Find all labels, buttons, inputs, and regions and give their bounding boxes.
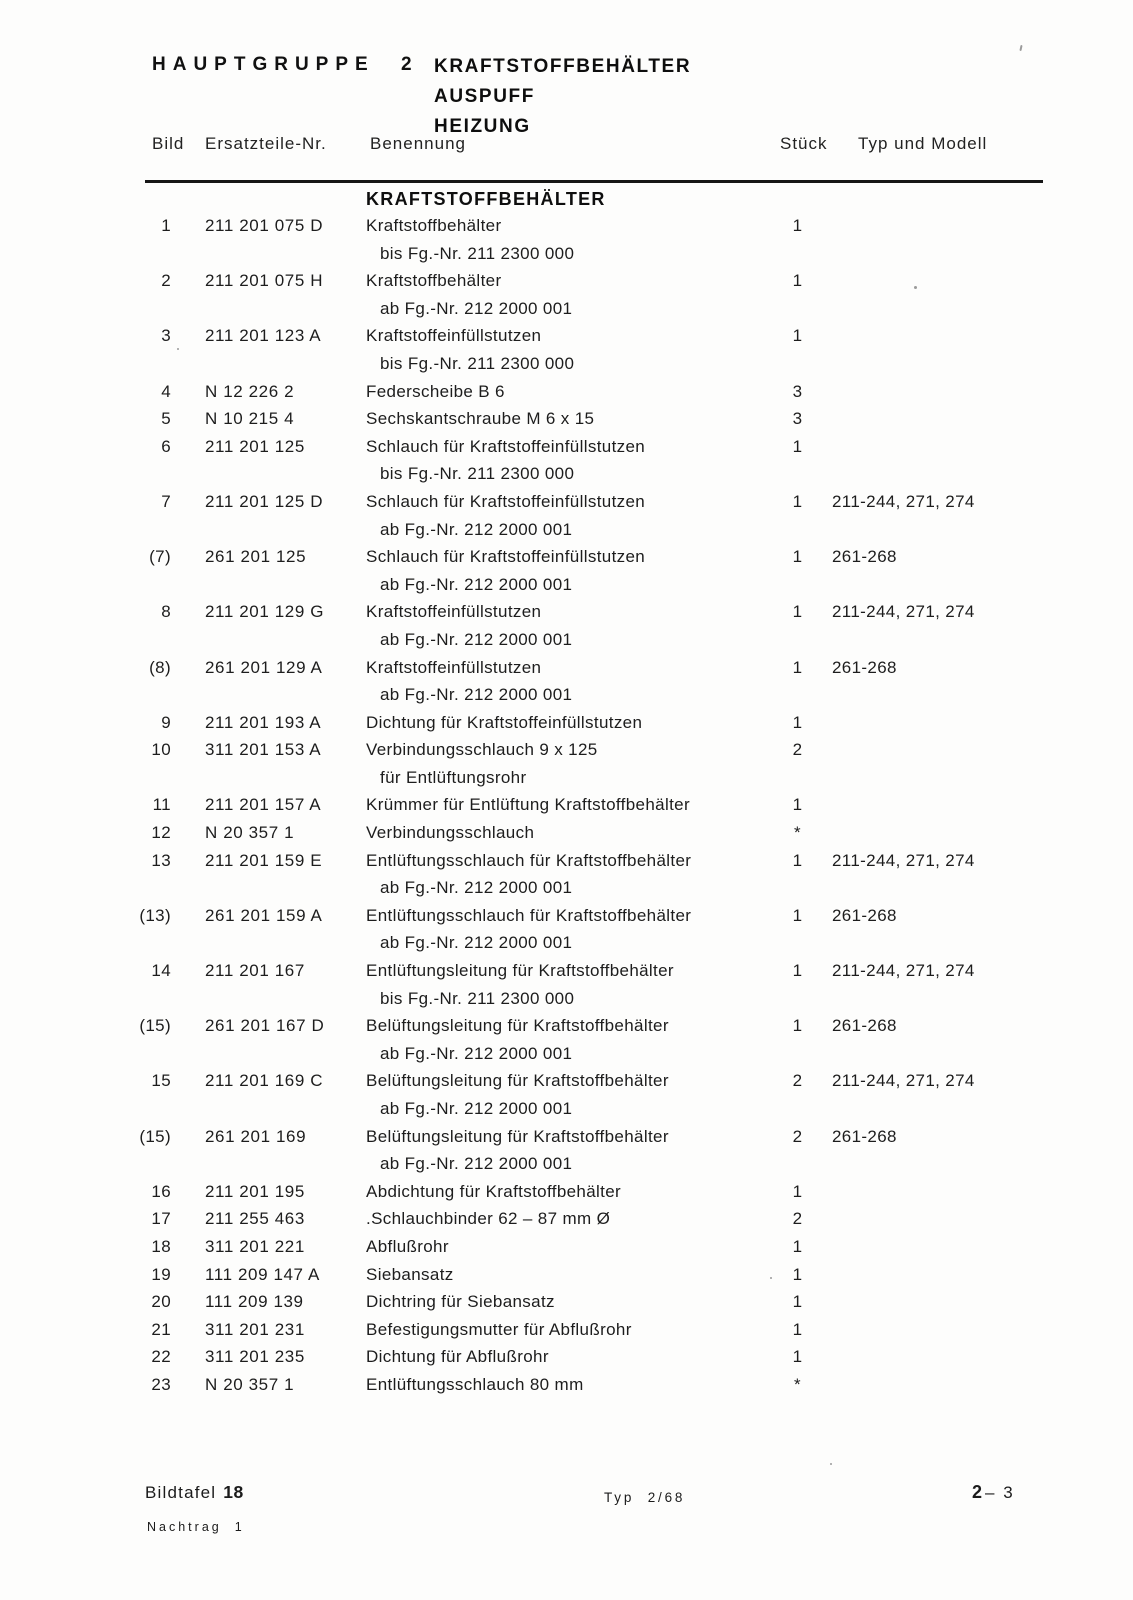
row-quantity: 1	[792, 850, 803, 870]
table-row	[0, 1288, 1133, 1316]
table-row	[0, 267, 1133, 322]
row-part-number: 211 201 075 D	[205, 216, 324, 235]
table-row	[0, 488, 1133, 543]
row-type-model	[825, 1316, 1133, 1344]
row-bild-number: 13	[151, 850, 171, 870]
row-description-main: Entlüftungsschlauch für Kraftstoffbehälter	[366, 905, 692, 925]
row-quantity: 2	[792, 1126, 803, 1146]
row-bild-number: 20	[151, 1292, 171, 1312]
row-type-model: 211-244, 271, 274	[832, 491, 975, 511]
row-description	[366, 1012, 770, 1067]
table-row	[0, 212, 1133, 267]
row-type-model	[825, 212, 1133, 267]
row-description-main: Abdichtung für Kraftstoffbehälter	[366, 1181, 622, 1201]
row-bild-number: 15	[151, 1071, 171, 1091]
row-description-main: Belüftungsleitung für Kraftstoffbehälter	[366, 1071, 669, 1091]
row-description-sub: bis Fg.-Nr. 211 2300 000	[380, 464, 575, 484]
row-description-main: Befestigungsmutter für Abflußrohr	[366, 1319, 632, 1339]
page-number-chapter: 2	[972, 1482, 984, 1502]
table-row	[0, 709, 1133, 737]
table-row	[0, 736, 1133, 791]
row-quantity: 1	[792, 547, 803, 567]
row-description-main: Verbindungsschlauch 9 x 125	[366, 740, 598, 760]
row-quantity: 1	[792, 326, 803, 346]
row-bild-number: 22	[151, 1347, 171, 1367]
row-description-sub: bis Fg.-Nr. 211 2300 000	[380, 353, 575, 373]
row-bild-number: 9	[161, 712, 171, 732]
row-bild-number: 17	[151, 1209, 171, 1229]
plate-label: Bildtafel	[145, 1483, 217, 1502]
row-type-model	[825, 819, 1133, 847]
row-part-number: 211 201 123 A	[205, 326, 322, 346]
plate-number: 18	[223, 1482, 244, 1502]
type-note: Typ 2/68	[604, 1490, 686, 1505]
row-description-main: Schlauch für Kraftstoffeinfüllstutzen	[366, 547, 646, 567]
row-description	[366, 791, 770, 819]
table-row	[0, 378, 1133, 406]
row-description-sub: ab Fg.-Nr. 212 2000 001	[380, 298, 573, 318]
row-part-number: 211 201 125	[205, 436, 305, 456]
row-quantity: 1	[792, 216, 803, 235]
row-description-main: Kraftstoffeinfüllstutzen	[366, 602, 542, 622]
row-quantity: 2	[792, 1071, 803, 1091]
row-bild-number: (13)	[139, 905, 171, 925]
row-quantity: 1	[792, 905, 803, 925]
row-type-model: 211-244, 271, 274	[832, 961, 975, 981]
row-bild-number: 8	[161, 602, 171, 622]
row-bild-number: 5	[161, 409, 171, 429]
row-description-main: Dichtring für Siebansatz	[366, 1292, 555, 1312]
row-description-sub: ab Fg.-Nr. 212 2000 001	[380, 933, 573, 953]
row-part-number: 261 201 125	[205, 547, 307, 567]
row-quantity: 1	[792, 1292, 803, 1312]
row-description-sub: für Entlüftungsrohr	[380, 767, 527, 787]
column-header-description: Benennung	[370, 134, 466, 153]
scan-speck	[177, 348, 179, 350]
row-type-model	[825, 378, 1133, 406]
row-description-main: Belüftungsleitung für Kraftstoffbehälter	[366, 1016, 669, 1036]
table-row	[0, 1178, 1133, 1206]
row-description-main: Krümmer für Entlüftung Kraftstoffbehälter	[366, 795, 690, 815]
row-bild-number: 12	[151, 823, 171, 843]
table-row	[0, 1012, 1133, 1067]
row-type-model	[825, 322, 1133, 377]
row-part-number: 311 201 153 A	[205, 740, 322, 760]
row-description	[366, 267, 770, 322]
row-part-number: N 20 357 1	[205, 823, 295, 843]
row-quantity: 2	[792, 740, 803, 760]
row-type-model	[825, 709, 1133, 737]
row-quantity: *	[794, 1374, 801, 1394]
row-quantity: 3	[792, 381, 803, 401]
row-description	[366, 543, 770, 598]
row-bild-number: 11	[152, 795, 171, 815]
row-type-model: 211-244, 271, 274	[832, 850, 975, 870]
table-row	[0, 847, 1133, 902]
row-bild-number: (8)	[149, 657, 171, 677]
row-type-model	[825, 1343, 1133, 1371]
column-header-quantity: Stück	[780, 134, 828, 153]
row-part-number: 111 209 139	[205, 1292, 304, 1312]
table-row	[0, 433, 1133, 488]
supplement-reference	[147, 1520, 245, 1534]
table-row	[0, 1261, 1133, 1289]
table-row	[0, 1067, 1133, 1122]
page-title-line-2: AUSPUFF	[434, 86, 535, 107]
row-description	[366, 405, 770, 433]
row-description-sub: ab Fg.-Nr. 212 2000 001	[380, 878, 573, 898]
row-quantity: 1	[792, 1264, 803, 1284]
row-description	[366, 1371, 770, 1399]
row-type-model	[825, 1205, 1133, 1233]
row-part-number: 211 201 075 H	[205, 271, 324, 291]
row-description-sub: ab Fg.-Nr. 212 2000 001	[380, 519, 573, 539]
table-row	[0, 791, 1133, 819]
row-quantity: 1	[792, 602, 803, 622]
row-quantity: 1	[792, 1181, 803, 1201]
row-description	[366, 212, 770, 267]
row-part-number: N 20 357 1	[205, 1374, 295, 1394]
table-row	[0, 405, 1133, 433]
row-quantity: 1	[792, 961, 803, 981]
parts-table	[0, 212, 1133, 1399]
row-description	[366, 322, 770, 377]
row-quantity: 1	[792, 436, 803, 456]
row-type-model	[825, 1178, 1133, 1206]
table-row	[0, 957, 1133, 1012]
row-bild-number: 21	[151, 1319, 171, 1339]
row-bild-number: 3	[161, 326, 171, 346]
row-description-main: Entlüftungsschlauch 80 mm	[366, 1374, 584, 1394]
table-row	[0, 1205, 1133, 1233]
section-title: KRAFTSTOFFBEHÄLTER	[366, 189, 606, 209]
row-description-main: Kraftstoffbehälter	[366, 271, 502, 291]
table-row	[0, 1233, 1133, 1261]
row-bild-number: 1	[161, 216, 171, 235]
table-row	[0, 598, 1133, 653]
row-part-number: 211 201 129 G	[205, 602, 325, 622]
row-quantity: 1	[792, 657, 803, 677]
row-description	[366, 654, 770, 709]
column-header-type-model: Typ und Modell	[858, 134, 988, 153]
row-description-sub: ab Fg.-Nr. 212 2000 001	[380, 1154, 573, 1174]
scan-speck	[1019, 45, 1022, 51]
row-type-model: 211-244, 271, 274	[832, 1071, 975, 1091]
row-part-number: 211 201 169 C	[205, 1071, 324, 1091]
row-description	[366, 1123, 770, 1178]
row-description-main: Kraftstoffbehälter	[366, 216, 502, 235]
scan-speck	[830, 1463, 832, 1465]
row-type-model	[825, 433, 1133, 488]
row-description	[366, 488, 770, 543]
row-description	[366, 1205, 770, 1233]
row-description	[366, 1067, 770, 1122]
main-group-label: HAUPTGRUPPE 2	[152, 54, 419, 75]
row-type-model: 261-268	[832, 657, 897, 677]
row-description-main: Abflußrohr	[366, 1236, 449, 1256]
row-type-model: 261-268	[832, 547, 897, 567]
row-quantity: 1	[792, 491, 803, 511]
table-row	[0, 902, 1133, 957]
row-type-model	[825, 267, 1133, 322]
row-bild-number: 10	[151, 740, 171, 760]
page-number	[972, 1482, 1015, 1503]
row-type-model	[825, 405, 1133, 433]
row-quantity: 1	[792, 712, 803, 732]
row-description	[366, 378, 770, 406]
page-title-line-1: KRAFTSTOFFBEHÄLTER	[434, 56, 692, 77]
row-description-sub: ab Fg.-Nr. 212 2000 001	[380, 1043, 573, 1063]
row-part-number: 311 201 231	[205, 1319, 305, 1339]
row-description-main: .Schlauchbinder 62 – 87 mm Ø	[366, 1209, 611, 1229]
row-type-model	[825, 1288, 1133, 1316]
row-description-main: Dichtung für Abflußrohr	[366, 1347, 549, 1367]
row-description-sub: bis Fg.-Nr. 211 2300 000	[380, 243, 575, 263]
row-part-number: 211 201 195	[205, 1181, 305, 1201]
row-quantity: 1	[792, 271, 803, 291]
row-description-sub: ab Fg.-Nr. 212 2000 001	[380, 1099, 573, 1118]
supplement-label: Nachtrag	[147, 1520, 222, 1534]
row-bild-number: (7)	[149, 547, 171, 567]
row-quantity: 1	[792, 1319, 803, 1339]
row-description	[366, 1233, 770, 1261]
row-description-main: Dichtung für Kraftstoffeinfüllstutzen	[366, 712, 643, 732]
row-part-number: 311 201 235	[205, 1347, 305, 1367]
row-part-number: 261 201 129 A	[205, 657, 323, 677]
row-type-model: 211-244, 271, 274	[832, 602, 975, 622]
row-description	[366, 957, 770, 1012]
row-description-main: Siebansatz	[366, 1264, 454, 1284]
row-description	[366, 847, 770, 902]
table-row	[0, 654, 1133, 709]
row-type-model	[825, 1261, 1133, 1289]
row-bild-number: 6	[161, 436, 171, 456]
table-row	[0, 1371, 1133, 1399]
row-type-model	[825, 1233, 1133, 1261]
row-description-main: Belüftungsleitung für Kraftstoffbehälter	[366, 1126, 669, 1146]
table-row	[0, 1343, 1133, 1371]
page-title	[434, 52, 691, 142]
row-part-number: 211 201 167	[205, 961, 305, 981]
row-description-main: Kraftstoffeinfüllstutzen	[366, 657, 542, 677]
row-bild-number: 14	[151, 961, 171, 981]
row-part-number: 211 201 157 A	[205, 795, 322, 815]
row-bild-number: (15)	[139, 1016, 171, 1036]
row-quantity: 1	[792, 1236, 803, 1256]
row-type-model: 261-268	[832, 1016, 897, 1036]
row-part-number: 211 201 159 E	[205, 850, 323, 870]
plate-reference	[145, 1482, 244, 1503]
row-description	[366, 1316, 770, 1344]
row-description-main: Schlauch für Kraftstoffeinfüllstutzen	[366, 491, 646, 511]
table-row	[0, 322, 1133, 377]
row-part-number: 211 201 193 A	[205, 712, 322, 732]
row-quantity: 2	[792, 1209, 803, 1229]
row-description	[366, 709, 770, 737]
row-description	[366, 433, 770, 488]
scan-speck	[770, 1277, 772, 1279]
row-description	[366, 598, 770, 653]
row-description-sub: ab Fg.-Nr. 212 2000 001	[380, 629, 573, 649]
row-part-number: 311 201 221	[205, 1236, 305, 1256]
table-row	[0, 543, 1133, 598]
row-description	[366, 1178, 770, 1206]
row-part-number: N 12 226 2	[205, 381, 295, 401]
row-description-main: Schlauch für Kraftstoffeinfüllstutzen	[366, 436, 646, 456]
supplement-number: 1	[234, 1520, 245, 1534]
row-description	[366, 1261, 770, 1289]
row-description	[366, 736, 770, 791]
row-description	[366, 819, 770, 847]
row-type-model	[825, 791, 1133, 819]
row-quantity: 3	[792, 409, 803, 429]
row-description-sub: bis Fg.-Nr. 211 2300 000	[380, 988, 575, 1008]
row-bild-number: 19	[151, 1264, 171, 1284]
row-description-main: Sechskantschraube M 6 x 15	[366, 409, 595, 429]
row-bild-number: 16	[151, 1181, 171, 1201]
row-description-sub: ab Fg.-Nr. 212 2000 001	[380, 574, 573, 594]
row-description	[366, 902, 770, 957]
row-quantity: 1	[792, 1016, 803, 1036]
scan-speck	[914, 286, 917, 289]
row-description-main: Entlüftungsschlauch für Kraftstoffbehälter	[366, 850, 692, 870]
row-type-model: 261-268	[832, 1126, 897, 1146]
row-description-main: Federscheibe B 6	[366, 381, 505, 401]
column-header-part-number: Ersatzteile-Nr.	[205, 134, 327, 153]
row-bild-number: 4	[161, 381, 171, 401]
row-type-model	[825, 736, 1133, 791]
row-quantity: *	[794, 823, 801, 843]
row-description-main: Verbindungsschlauch	[366, 823, 535, 843]
row-bild-number: 23	[151, 1374, 171, 1394]
row-part-number: 111 209 147 A	[205, 1264, 320, 1284]
row-part-number: N 10 215 4	[205, 409, 295, 429]
column-header-bild: Bild	[152, 134, 185, 153]
row-part-number: 261 201 167 D	[205, 1016, 325, 1036]
table-row	[0, 819, 1133, 847]
row-description-sub: ab Fg.-Nr. 212 2000 001	[380, 685, 573, 705]
row-part-number: 261 201 159 A	[205, 905, 323, 925]
row-quantity: 1	[792, 795, 803, 815]
row-quantity: 1	[792, 1347, 803, 1367]
row-bild-number: 18	[151, 1236, 171, 1256]
row-type-model	[825, 1371, 1133, 1399]
row-description	[366, 1343, 770, 1371]
row-description-main: Kraftstoffeinfüllstutzen	[366, 326, 542, 346]
row-description-main: Entlüftungsleitung für Kraftstoffbehälter	[366, 961, 674, 981]
row-bild-number: (15)	[139, 1126, 171, 1146]
row-part-number: 211 255 463	[205, 1209, 305, 1229]
page-number-rest: – 3	[985, 1483, 1015, 1502]
table-row	[0, 1316, 1133, 1344]
row-part-number: 261 201 169	[205, 1126, 307, 1146]
row-part-number: 211 201 125 D	[205, 491, 324, 511]
row-bild-number: 7	[161, 491, 171, 511]
row-bild-number: 2	[161, 271, 171, 291]
table-row	[0, 1123, 1133, 1178]
page-title-line-3: HEIZUNG	[434, 116, 531, 137]
header-divider-rule	[145, 180, 1043, 183]
row-type-model: 261-268	[832, 905, 897, 925]
row-description	[366, 1288, 770, 1316]
